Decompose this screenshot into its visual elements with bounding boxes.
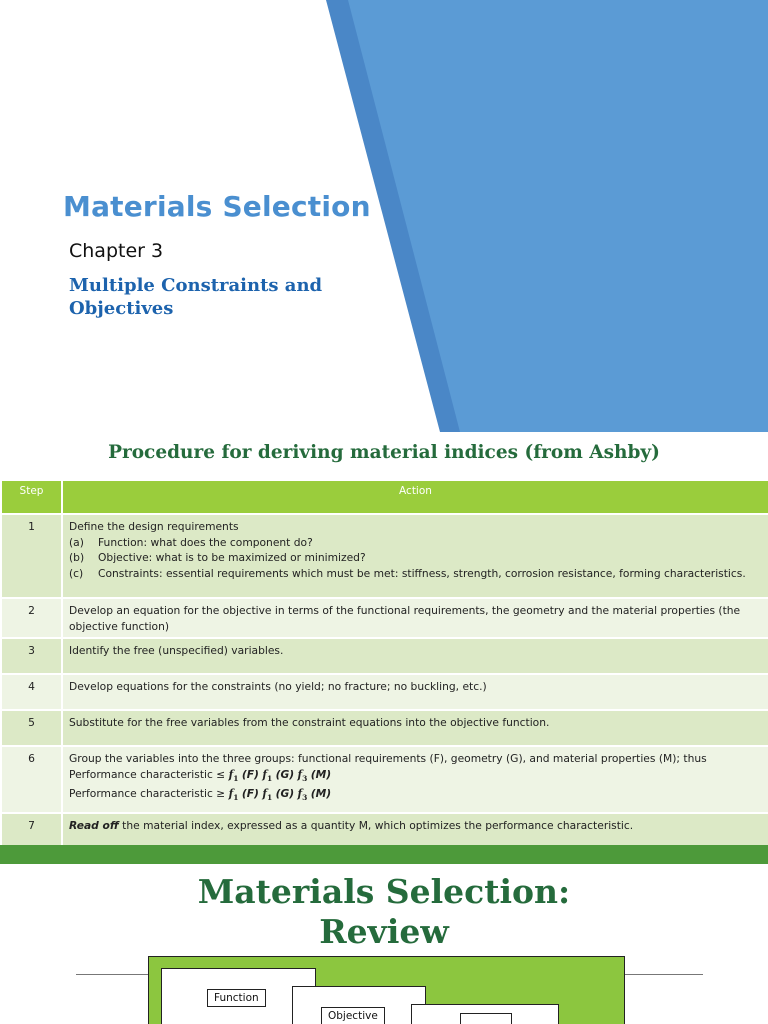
- step-text: Group the variables into the three groups: functional requirements (F), geometry (G), and material properties (M); thus: [69, 752, 707, 765]
- formula-f1: $f_1$: [228, 767, 239, 783]
- formula-f3: $f_3$: [297, 787, 308, 803]
- formula-f1: $f_1$: [228, 787, 239, 803]
- table-row: [1, 638, 768, 674]
- step-emphasis: Read off: [69, 819, 119, 832]
- function-label: Function: [207, 989, 266, 1007]
- table-header-row: [1, 480, 768, 514]
- table-row: [1, 674, 768, 710]
- step-action: Develop an equation for the objective in terms of the functional requirements, the geometry and the material properties (the objective function): [62, 598, 768, 638]
- formula-F: (F): [241, 767, 259, 781]
- formula-M: (M): [310, 787, 332, 801]
- blue-band-main: [348, 0, 768, 432]
- slide-title: Materials Selection: [63, 190, 371, 223]
- step-number: 1: [1, 514, 62, 598]
- subtitle-line-2: Objectives: [69, 298, 174, 319]
- sub-item-key: (c): [69, 566, 84, 580]
- sub-item-text: Constraints: essential requirements which must be met: stiffness, strength, corrosion resistance, forming characteristics.: [98, 566, 746, 580]
- chapter-label: Chapter 3: [69, 240, 164, 262]
- formula-F: (F): [241, 787, 259, 801]
- formula-M: (M): [310, 767, 332, 781]
- column-header-action: Action: [62, 480, 768, 514]
- step-action: [62, 514, 768, 598]
- formula-f2: $f_1$: [262, 767, 273, 783]
- review-heading-line-2: Review: [319, 912, 449, 951]
- step-number: 2: [1, 598, 62, 638]
- table-row: [1, 746, 768, 813]
- step-action: Substitute for the free variables from the constraint equations into the objective function.: [62, 710, 768, 746]
- performance-label: Performance characteristic ≥: [69, 787, 226, 801]
- procedure-table: [0, 479, 768, 850]
- performance-label: Performance characteristic ≤: [69, 767, 226, 781]
- step-text: Define the design requirements: [69, 520, 239, 533]
- title-slide: [0, 0, 768, 432]
- objective-box: [292, 986, 426, 1024]
- constraints-box: [411, 1004, 559, 1024]
- step-action: [62, 813, 768, 849]
- performance-le-formula: [69, 767, 762, 787]
- step-action: [62, 746, 768, 813]
- procedure-slide: [0, 432, 768, 864]
- constraints-label: [460, 1013, 512, 1024]
- step-action: Identify the free (unspecified) variables.: [62, 638, 768, 674]
- objective-label: Objective: [321, 1007, 385, 1024]
- table-row: [1, 710, 768, 746]
- sub-item-text: Function: what does the component do?: [98, 535, 313, 549]
- review-heading: [0, 872, 768, 952]
- formula-G: (G): [275, 787, 295, 801]
- performance-ge-formula: [69, 786, 762, 806]
- step-number: 3: [1, 638, 62, 674]
- step-number: 5: [1, 710, 62, 746]
- sub-item-key: (a): [69, 535, 84, 549]
- table-row: [1, 598, 768, 638]
- review-heading-line-1: Materials Selection:: [197, 872, 571, 911]
- sub-item-key: (b): [69, 551, 85, 564]
- formula-G: (G): [275, 767, 295, 781]
- step-text: the material index, expressed as a quantity M, which optimizes the performance characteristic.: [118, 819, 634, 832]
- subtitle-line-1: Multiple Constraints and: [69, 275, 323, 296]
- step-number: 6: [1, 746, 62, 813]
- column-header-step: Step: [1, 480, 62, 514]
- review-slide: [0, 864, 768, 1024]
- sub-item: [69, 535, 762, 551]
- step-number: 4: [1, 674, 62, 710]
- divider-left: [76, 974, 148, 975]
- divider-right: [625, 974, 703, 975]
- table-row: [1, 813, 768, 849]
- step-action: Develop equations for the constraints (no yield; no fracture; no buckling, etc.): [62, 674, 768, 710]
- step-number: 7: [1, 813, 62, 849]
- sub-item: [69, 566, 762, 582]
- formula-f2: $f_1$: [262, 787, 273, 803]
- sub-item-text: Objective: what is to be maximized or minimized?: [98, 551, 366, 564]
- formula-f3: $f_3$: [297, 767, 308, 783]
- footer-bar: [0, 845, 768, 864]
- table-row: [1, 514, 768, 598]
- design-requirements-diagram: [148, 956, 625, 1024]
- sub-item: [69, 550, 762, 566]
- procedure-heading: Procedure for deriving material indices (from Ashby): [108, 442, 660, 463]
- slide-subtitle: [69, 274, 339, 320]
